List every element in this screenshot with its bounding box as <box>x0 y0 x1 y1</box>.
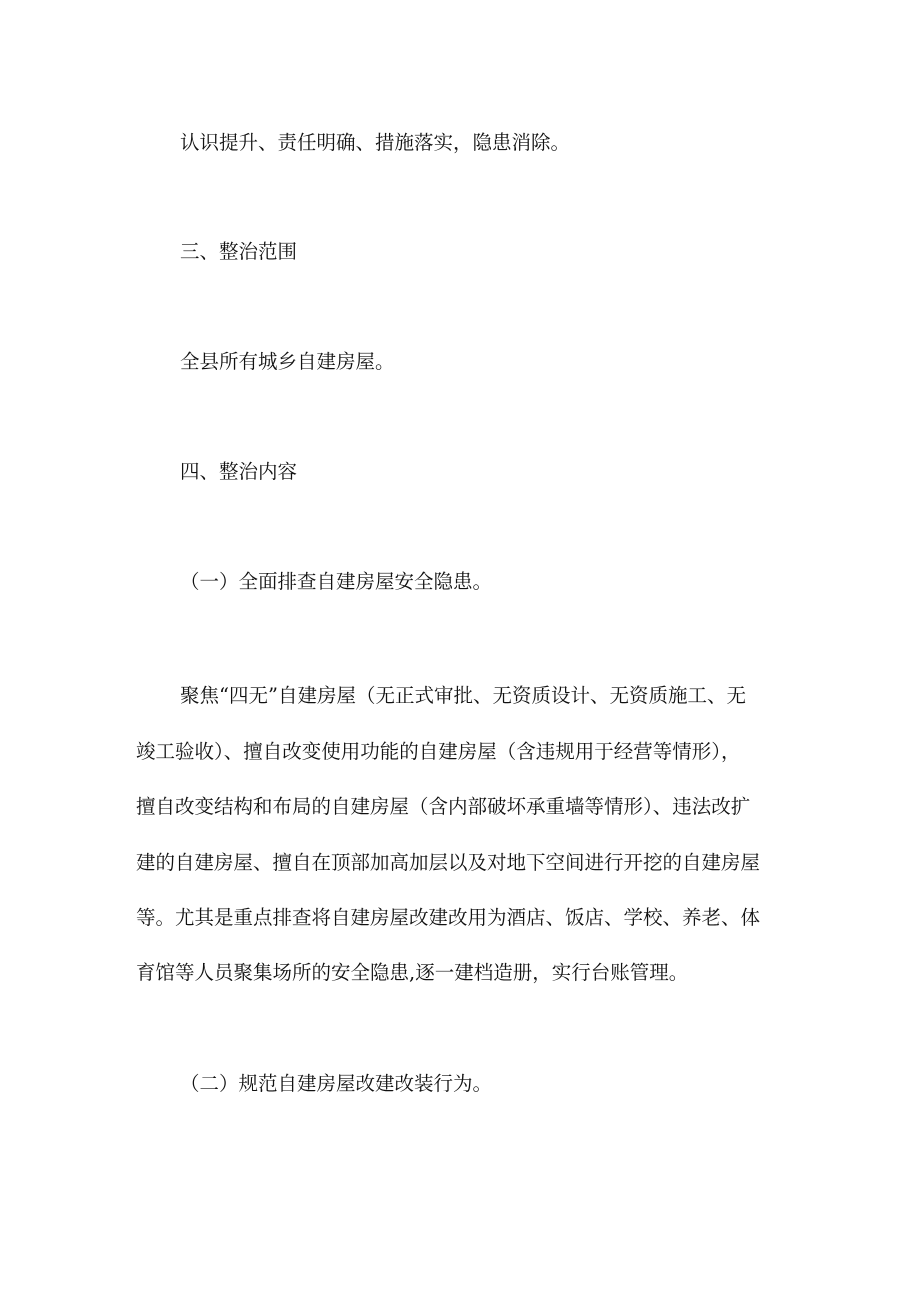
subheading-inspection: （一）全面排查自建房屋安全隐患。 <box>180 570 493 593</box>
paragraph-line: 擅自改变结构和布局的自建房屋（含内部破坏承重墙等情形）、违法改扩 <box>136 795 751 818</box>
subheading-renovation: （二）规范自建房屋改建改装行为。 <box>180 1072 493 1095</box>
scope-text: 全县所有城乡自建房屋。 <box>180 350 395 373</box>
paragraph-line: 育馆等人员聚集场所的安全隐患,逐一建档造册，实行台账管理。 <box>136 961 689 984</box>
section-heading-content: 四、整治内容 <box>180 460 298 483</box>
paragraph-line: 竣工验收）、擅自改变使用功能的自建房屋（含违规用于经营等情形）， <box>136 740 741 763</box>
section-heading-scope: 三、整治范围 <box>180 240 298 263</box>
goal-line: 认识提升、责任明确、措施落实，隐患消除。 <box>180 131 571 154</box>
paragraph-line: 等。尤其是重点排查将自建房屋改建改用为酒店、饭店、学校、养老、体 <box>136 906 761 929</box>
paragraph-line: 建的自建房屋、擅自在顶部加高加层以及对地下空间进行开挖的自建房屋 <box>136 851 761 874</box>
paragraph-line: 聚焦“四无”自建房屋（无正式审批、无资质设计、无资质施工、无 <box>180 684 746 707</box>
